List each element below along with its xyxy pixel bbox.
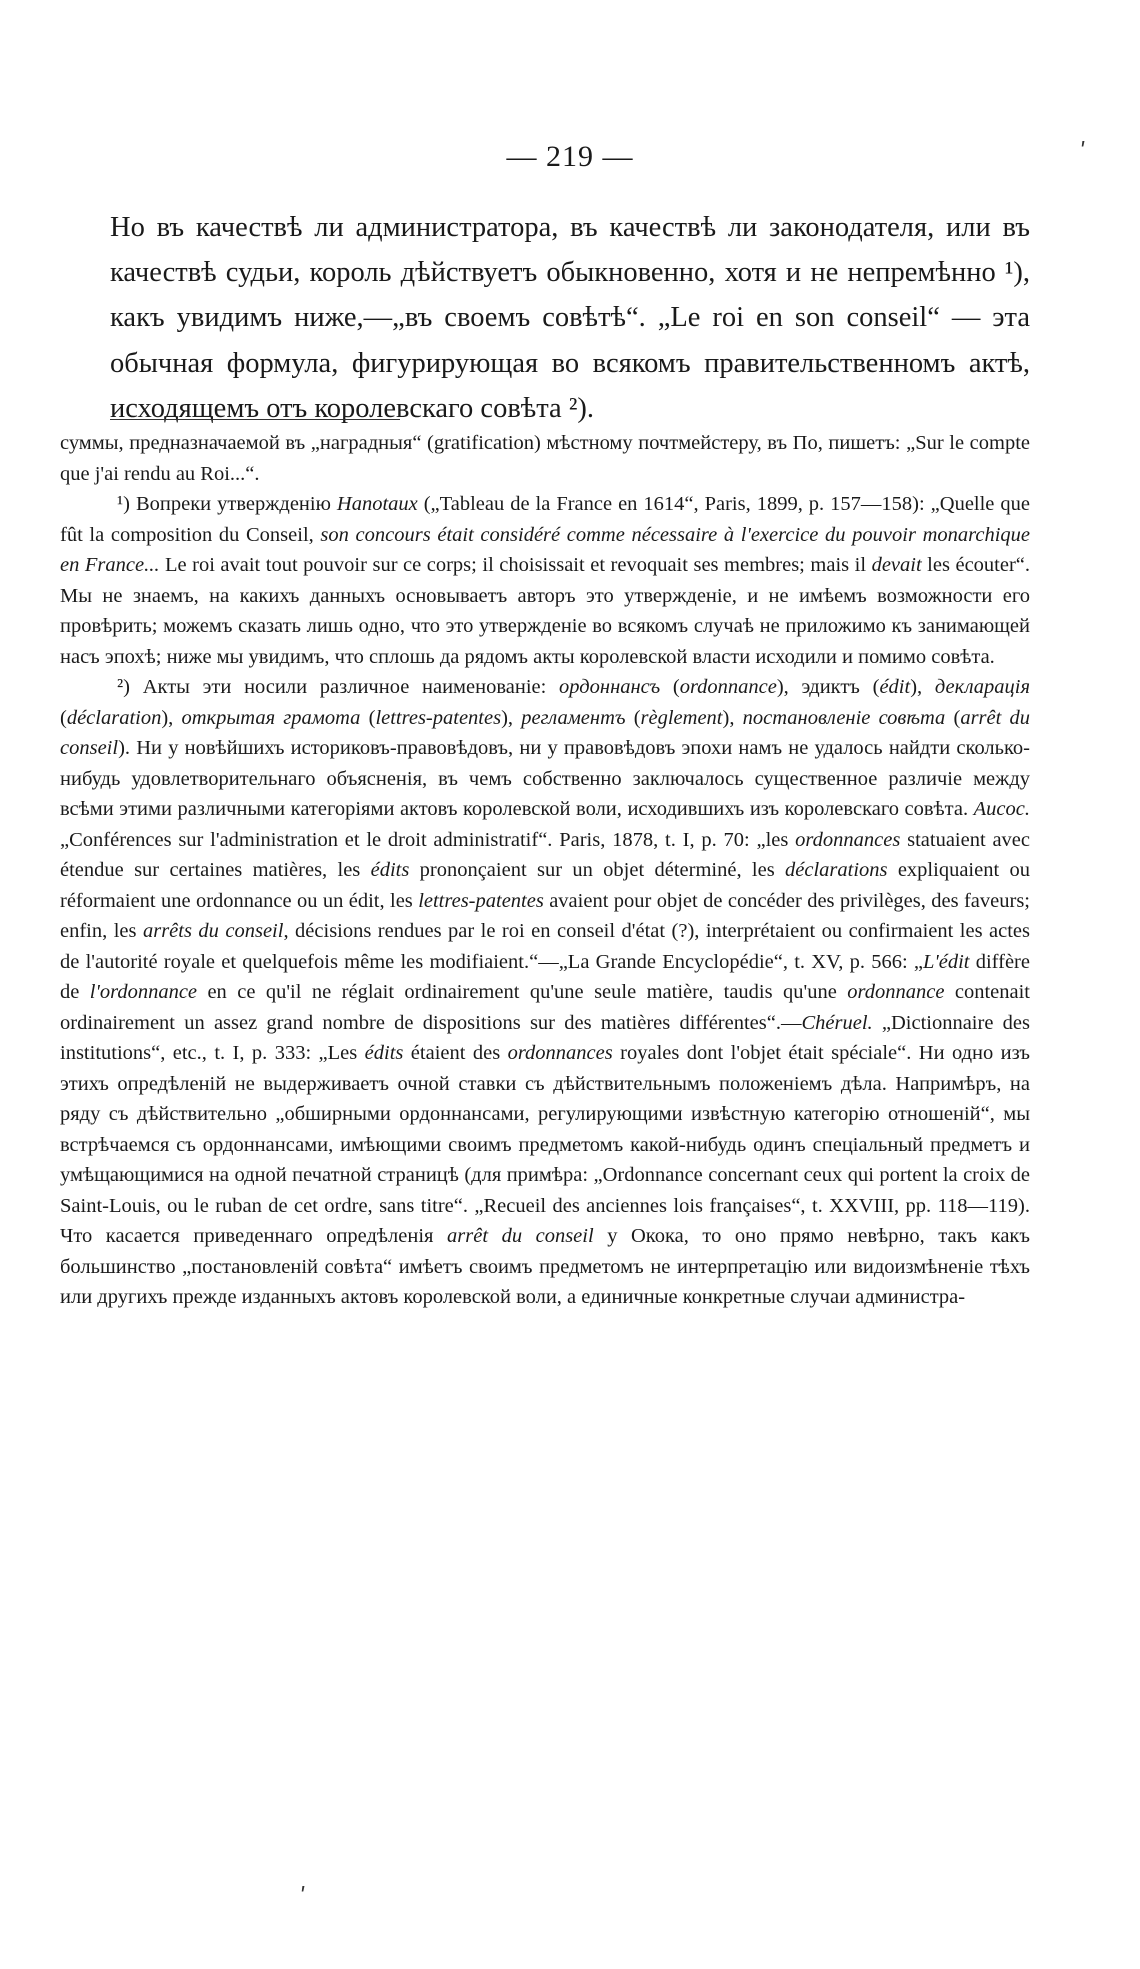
footnote-text: (	[625, 706, 641, 729]
italic-term: arrêts du conseil	[142, 920, 284, 942]
italic-term: постановленіе совѣта	[742, 706, 946, 729]
italic-term: открытая грамота	[181, 706, 361, 729]
footnote-continuation: суммы, предназначаемой въ „наградныя“ (gratification) мѣстному почтмейстеру, въ По, пишетъ: „Sur le compte que j'ai rendu au Roi...“.	[60, 432, 1030, 485]
footnote-text: statuaient avec étendue sur certaines matières, les	[60, 828, 1031, 881]
footnote-text: (	[360, 706, 376, 729]
footnote-text: avaient pour objet de concéder des privilèges, des faveurs; enfin, les	[60, 889, 1031, 942]
main-paragraph: Но въ качествѣ ли администратора, въ качествѣ ли законодателя, или въ качествѣ судьи, король дѣйствуетъ обыкновенно, хотя и не непремѣнно ¹), какъ увидимъ ниже,—„въ своемъ совѣтѣ“. „Le roi en son conseil“ — эта обычная формула, фигурирующая во всякомъ правительственномъ актѣ, исходящемъ отъ королевскаго совѣта ²).	[110, 212, 1030, 424]
italic-term: déclaration	[66, 706, 162, 729]
italic-term: l'ordonnance	[89, 981, 198, 1003]
italic-term: ordonnances	[795, 828, 901, 851]
italic-term: декларація	[934, 676, 1031, 698]
author-name: Hanotaux	[336, 493, 418, 515]
footnote-text: étaient des	[403, 1042, 508, 1064]
footnote-text: contenait ordinairement un assez grand nombre de dispositions sur des matières différentes“.—	[60, 981, 1030, 1034]
footnote-text: ), эдиктъ (	[776, 676, 880, 698]
footnote-text: Вопреки утвержденію	[129, 493, 337, 515]
italic-quote: son concours était considéré comme nécessaire à l'exercice du pouvoir monarchique en France...	[60, 523, 1030, 576]
footnote-text: у Окока, то оно прямо невѣрно, такъ какъ большинство „постановленій совѣта“ имѣетъ своимъ предметомъ не интерпретацію или видоизмѣненіе тѣхъ или другихъ прежде изданныхъ актовъ королевской воли, а единичные конкретные случаи администра-	[60, 1225, 1030, 1308]
footnote-text: ),	[722, 706, 743, 729]
footnote-text: (	[945, 706, 961, 729]
footnote-text: (	[60, 706, 67, 729]
footnote-text: ),	[161, 706, 182, 729]
footnote-text: royales dont l'objet était spéciale“. Ни одно изъ этихъ опредѣленій не выдерживаетъ очной ставки съ дѣйствительнымъ положеніемъ дѣла. Напримѣръ, на ряду съ дѣйствительно „обширными ордоннансами, регулирующими извѣстную категорію отношеній“, мы встрѣчаемся съ ордоннансами, имѣющими своимъ предметомъ какой-нибудь одинъ спеціальный предметъ и умѣщающимися на одной печатной страницѣ (для примѣра: „Ordonnance concernant ceux qui portent la croix de Saint-Louis, ou le ruban de cet ordre, sans titre“. „Recueil des anciennes lois françaises“, t. XXVIII, pp. 118—119). Что касается приведеннаго опредѣленія	[60, 1042, 1030, 1247]
footnote-text: ). Ни у новѣйшихъ историковъ-правовѣдовъ, ни у правовѣдовъ эпохи намъ не удалось найдти сколько-нибудь удовлетворительнаго объясненія, въ чемъ собственно заключалось существенное различіе между всѣми этими различными категоріями актовъ королевской воли, исходившихъ изъ королевскаго совѣта.	[60, 737, 1030, 820]
italic-term: регламентъ	[521, 706, 626, 729]
footnote-text: les écouter“. Мы не знаемъ, на какихъ данныхъ основываетъ авторъ это утвержденіе, и не имѣемъ возможности его провѣрить; можемъ сказать лишь одно, что это утвержденіе во всякомъ случаѣ не приложимо къ занимающей насъ эпохѣ; ниже мы увидимъ, что сплошь да рядомъ акты королевской власти исходили и помимо совѣта.	[60, 554, 1031, 668]
footnote-text: ),	[501, 706, 522, 729]
italic-term: lettres-patentes	[375, 706, 502, 729]
footnote-2	[60, 672, 1030, 1313]
footnote-text: Le roi avait tout pouvoir sur ce corps; il choisissait et revoquait ses membres; mais il	[159, 554, 872, 576]
italic-term: L'édit	[922, 950, 970, 973]
scan-mark: ʹ	[300, 1885, 307, 1910]
italic-term: ordonnance	[847, 981, 945, 1003]
footnote-text: „Conférences sur l'administration et le droit administratif“. Paris, 1878, t. I, p. 70: „les	[60, 828, 796, 851]
italic-term: édits	[370, 859, 410, 881]
footnote-text: ),	[910, 676, 935, 698]
footnote-text: Акты эти носили различное наименованіе:	[129, 676, 560, 698]
italic-term: règlement	[640, 706, 723, 729]
footnote-1	[60, 489, 1030, 672]
author-name: Chéruel.	[801, 1011, 873, 1034]
italic-term: édits	[364, 1042, 404, 1064]
italic-term: arrêt du conseil	[60, 706, 1030, 759]
italic-term: arrêt du conseil	[447, 1225, 594, 1247]
footnote-text: „Dictionnaire des institutions“, etc., t. I, p. 333: „Les	[60, 1011, 1030, 1064]
italic-term: ордоннансъ	[559, 676, 661, 698]
italic-term: déclarations	[785, 859, 888, 881]
italic-term: édit	[879, 676, 911, 698]
author-name: Aucoc.	[973, 798, 1030, 820]
italic-term: ordonnances	[507, 1042, 613, 1064]
page-number: — 219 —	[506, 140, 634, 173]
italic-term: devait	[871, 554, 922, 576]
footnotes	[60, 428, 1030, 1313]
italic-term: ordonnance	[679, 676, 777, 698]
footnote-text: diffère de	[60, 950, 1030, 1003]
footnote-text: prononçaient sur un objet déterminé, les	[409, 859, 785, 881]
italic-term: lettres-patentes	[418, 889, 544, 912]
footnote-text: (	[660, 676, 680, 698]
footnote-text: , décisions rendues par le roi en conseil d'état (?), interprétaient ou confirmaient les actes de l'autorité royale et quelquefois même les modifiaient.“—„La Grande Encyclopédie“, t. XV, p. 566: „	[60, 920, 1030, 973]
footnote-text: expliquaient ou réformaient une ordonnance ou un édit, les	[60, 859, 1030, 912]
footnote-2-marker: ²)	[117, 676, 130, 698]
scan-mark: ʹ	[1080, 140, 1087, 165]
footnote-text: en ce qu'il ne réglait ordinairement qu'une seule matière, taudis qu'une	[197, 981, 848, 1003]
footnote-1-marker: ¹)	[117, 493, 130, 515]
footnote-text: („Tableau de la France en 1614“, Paris, 1899, p. 157—158): „Quelle que fût la composition du Conseil,	[60, 493, 1030, 546]
footnote-divider	[110, 419, 400, 420]
